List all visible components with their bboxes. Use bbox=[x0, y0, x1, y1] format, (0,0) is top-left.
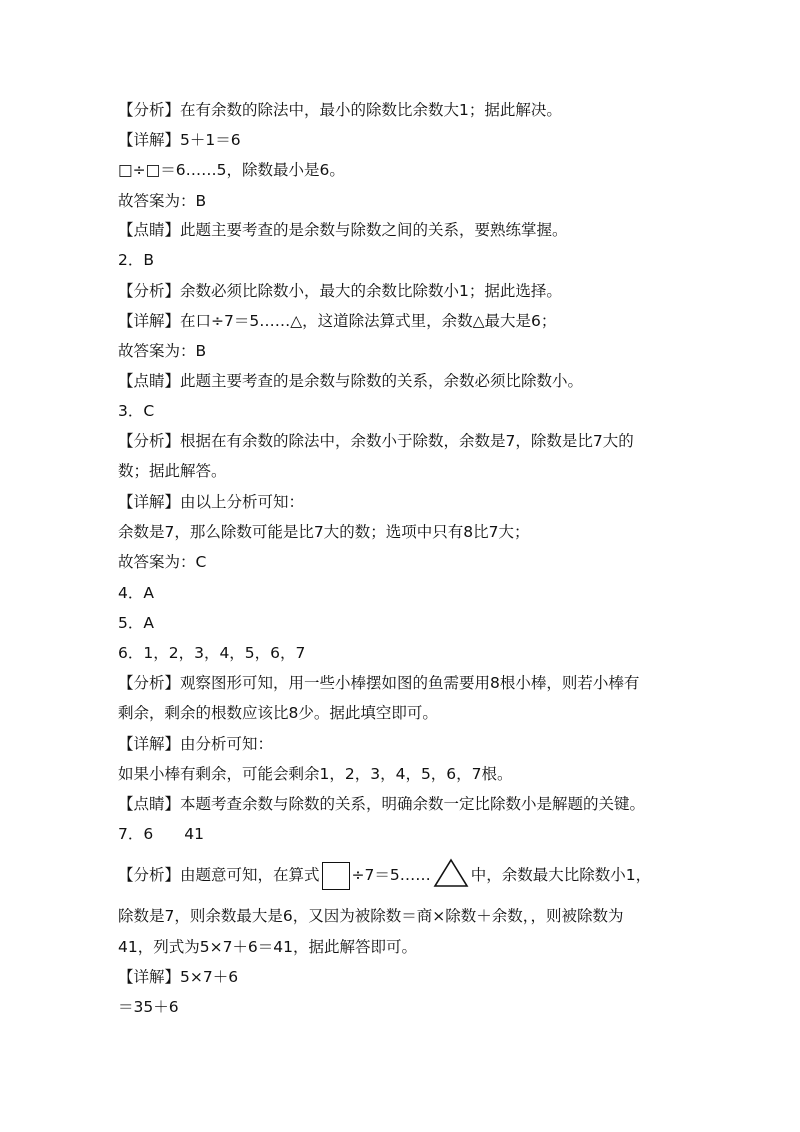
question-number: 4．A bbox=[118, 584, 154, 602]
text-line: 【点睛】此题主要考查的是余数与除数之间的关系，要熟练掌握。 bbox=[118, 221, 568, 239]
text-line: 【详解】由以上分析可知： bbox=[118, 493, 305, 511]
text-line: 如果小棒有剩余，可能会剩余1，2，3，4，5，6，7根。 bbox=[118, 765, 513, 783]
text-line: 【分析】观察图形可知，用一些小棒摆如图的鱼需要用8根小棒，则若小棒有 bbox=[118, 674, 640, 692]
equation-middle: ÷7＝5…… bbox=[351, 866, 431, 884]
text-line: 【详解】由分析可知： bbox=[118, 735, 274, 753]
text-line: 【分析】根据在有余数的除法中，余数小于除数，余数是7，除数是比7大的 bbox=[118, 432, 634, 450]
text-line: 【点睛】此题主要考查的是余数与除数的关系，余数必须比除数小。 bbox=[118, 372, 584, 390]
text-line: 【详解】5＋1＝6 bbox=[118, 131, 241, 149]
question-number: 2．B bbox=[118, 251, 154, 269]
text-line: □÷□＝6……5，除数最小是6。 bbox=[118, 161, 345, 179]
equation-after: 中，余数最大比除数小1， bbox=[470, 866, 652, 884]
text-line: 【分析】余数必须比除数小，最大的余数比除数小1；据此选择。 bbox=[118, 282, 562, 300]
text-line: 数；据此解答。 bbox=[118, 462, 227, 480]
text-line: ＝35＋6 bbox=[118, 998, 179, 1016]
question-number: 5．A bbox=[118, 614, 154, 632]
blank-box-icon bbox=[322, 862, 350, 890]
text-line: 除数是7，则余数最大是6，又因为被除数＝商×除数＋余数，，则被除数为 bbox=[118, 907, 624, 925]
text-line: 【点睛】本题考查余数与除数的关系，明确余数一定比除数小是解题的关键。 bbox=[118, 795, 646, 813]
text-line: 故答案为：B bbox=[118, 342, 207, 360]
equation-before: 【分析】由题意可知，在算式 bbox=[118, 866, 320, 884]
text-line: 故答案为：B bbox=[118, 192, 207, 210]
question-number: 3．C bbox=[118, 402, 155, 420]
text-line: 41，列式为5×7＋6＝41，据此解答即可。 bbox=[118, 938, 418, 956]
triangle-icon bbox=[433, 858, 469, 893]
equation-line bbox=[118, 858, 740, 893]
text-line: 【分析】在有余数的除法中，最小的除数比余数大1；据此解决。 bbox=[118, 101, 562, 119]
text-line: 故答案为：C bbox=[118, 553, 207, 571]
text-line: 剩余，剩余的根数应该比8少。据此填空即可。 bbox=[118, 704, 438, 722]
text-line: 【详解】5×7＋6 bbox=[118, 968, 239, 986]
question-number: 7．6 41 bbox=[118, 825, 204, 843]
text-line: 【详解】在口÷7＝5……△，这道除法算式里，余数△最大是6； bbox=[118, 312, 557, 330]
question-number: 6．1，2，3，4，5，6，7 bbox=[118, 644, 306, 662]
text-line: 余数是7，那么除数可能是比7大的数；选项中只有8比7大； bbox=[118, 523, 530, 541]
